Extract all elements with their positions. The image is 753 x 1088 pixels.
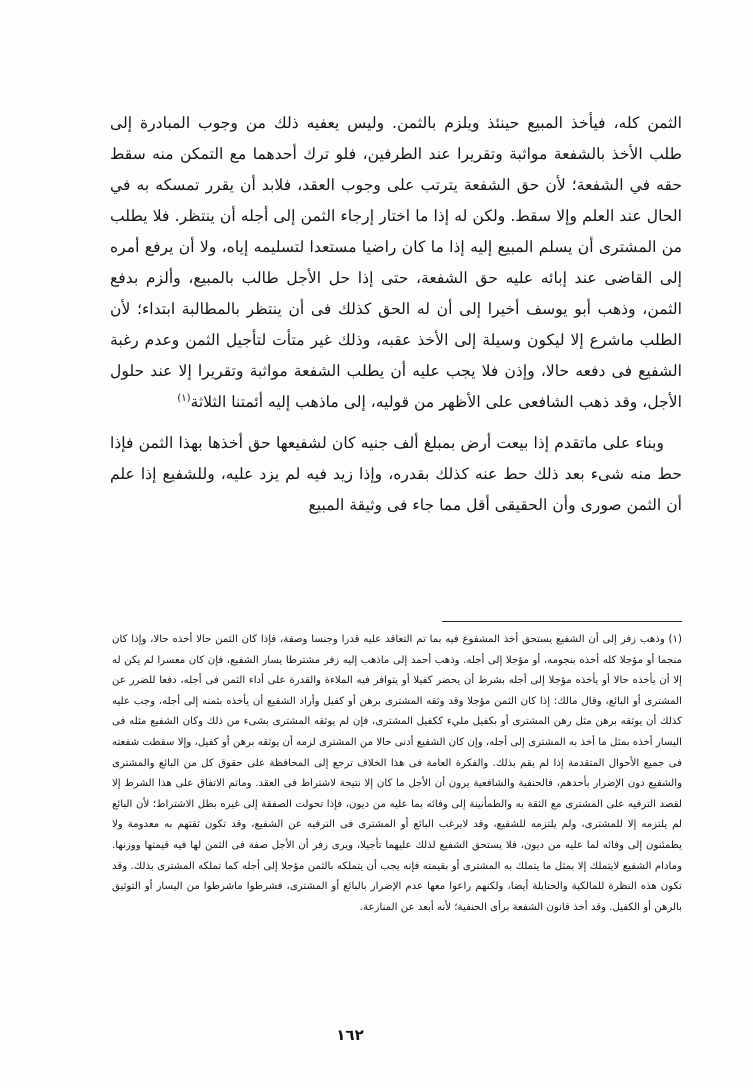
footnote-divider (442, 621, 682, 622)
footnote-reference: (١) (177, 392, 191, 404)
main-body-text (110, 108, 682, 521)
paragraph-1 (110, 108, 682, 418)
page-number: ١٦٢ (336, 1026, 364, 1044)
paragraph-1-text: الثمن كله، فيأخذ المبيع حينئذ ويلزم بالثمن. وليس يعفيه ذلك من وجوب المبادرة إلى طلب الأخذ بالشفعة مواثبة وتقريرا عند الطرفين، فلو ترك أحدهما مع التمكن منه سقط حقه في الشفعة؛ لأن حق الشفعة يترتب على وجوب العقد، فلابد أن يقرر تمسكه به في الحال عند العلم وإلا سقط. ولكن له إذا ما اختار إرجاء الثمن إلى أجله أن ينتظر. فلا يطلب من المشترى أن يسلم المبيع إليه إذا ما كان راضيا مستعدا لتسليمه إياه، ولا أن يرفع أمره إلى القاضى عند إبائه عليه حق الشفعة، حتى إذا حل الأجل طالب بالمبيع، وألزم بدفع الثمن، وذهب أبو يوسف أخيرا إلى أن له الحق كذلك فى أن ينتظر بالمطالبة ابتداء؛ لأن الطلب ماشرع إلا ليكون وسيلة إلى الأخذ عقبه، وذلك غير متأت لتأجيل الثمن وعدم رغبة الشفيع فى دفعه حالا، وإذن فلا يجب عليه أن يطلب الشفعة مواثبة وتقريرا إلا عند حلول الأجل، وقد ذهب الشافعى على الأظهر من قوليه، إلى ماذهب إليه أئمتنا الثلاثة (110, 114, 683, 411)
footnote-1: (١) وذهب زفر إلى أن الشفيع يستحق أخذ المشفوع فيه بما تم التعاقد عليه قدرا وجنسا وصفة، فإذا كان الثمن حالا أخذه حالا، وإذا كان منجما أو مؤجلا كله أخذه بنجومه، أو مؤجلا إلى أجله. وذهب أحمد إلى ماذهب إليه زفر مشترطا يسار الشفيع، فإن كان معسرا لم يكن له إلا أن يأخذه حالا أو يأخذه مؤجلا إلى أجله بشرط أن يحضر كفيلا أو يتوافر فيه الملاءة والقدرة على أداء الثمن فى أجله، دفعا للضرر عن المشترى أو البائع، وقال مالك: إذا كان الثمن مؤجلا وقد وثقه المشترى برهن أو كفيل وأراد الشفيع أن يأخذه بثمنه إلى أجله، وجب عليه كذلك أن يوثقه برهن مثل رهن المشترى أو بكفيل مليء ككفيل المشترى، فإن لم يوثقه المشترى بشىء من ذلك وكان الشفيع مثله فى اليسار أخذه بمثل ما أخذ به المشترى إلى أجله، وإن كان الشفيع أدنى حالا من المشترى لزمه أن يوثقه برهن أو كفيل، وإلا سقطت شفعته فى جميع الأحوال المتقدمة إذا لم يقم بذلك. والفكرة العامة فى هذا الخلاف ترجع إلى المحافظة على حقوق كل من البائع والمشترى والشفيع دون الإضرار بأحدهم، فالحنفية والشافعية يرون أن الأجل ما كان إلا نتيجة لاشتراط فى العقد. وماتم الاتفاق على هذا الشرط إلا لقصد الترفيه على المشترى مع الثقة به والطمأنينة إلى وفائه بما عليه من ديون، فإذا تحولت الصفقة إلى غيره بطل الاشتراط؛ لأن البائع لم يلتزمه إلا للمشترى، ولم يلتزمه للشفيع، وقد لايرغب البائع أو المشترى فى الترفيه عن الشفيع، وقد تكون ثقتهم به معدومة ولا يطمئنون إلى وفائه لما عليه من ديون، فلا يستحق الشفيع لذلك عليهما تأجيلا، ويرى زفر أن الأجل صفة فى الثمن لها فيه قيمتها ووزنها. ومادام الشفيع لايتملك إلا بمثل ما يتملك به المشترى أو بقيمته فإنه يجب أن يتملكه بالثمن مؤجلا إلى أجله كما تملكه المشترى بذلك. وقد تكون هذه النظرة للمالكية والحنابلة أيضا، ولكنهم راعوا معها عدم الإضرار بالبائع أو المشترى، فشرطوا ماشرطوا من اليسار أو التوثيق بالرهن أو الكفيل. وقد أخذ قانون الشفعة برأى الحنفية؛ لأنه أبعد عن المنازعة. (112, 634, 682, 913)
paragraph-2: وبناء على ماتقدم إذا بيعت أرض بمبلغ ألف جنيه كان لشفيعها حق أخذها بهذا الثمن فإذا حط منه شىء بعد ذلك حط عنه كذلك بقدره، وإذا زيد فيه لم يزد عليه، وللشفيع إذا علم أن الثمن صورى وأن الحقيقى أقل مما جاء فى وثيقة المبيع (110, 434, 682, 514)
